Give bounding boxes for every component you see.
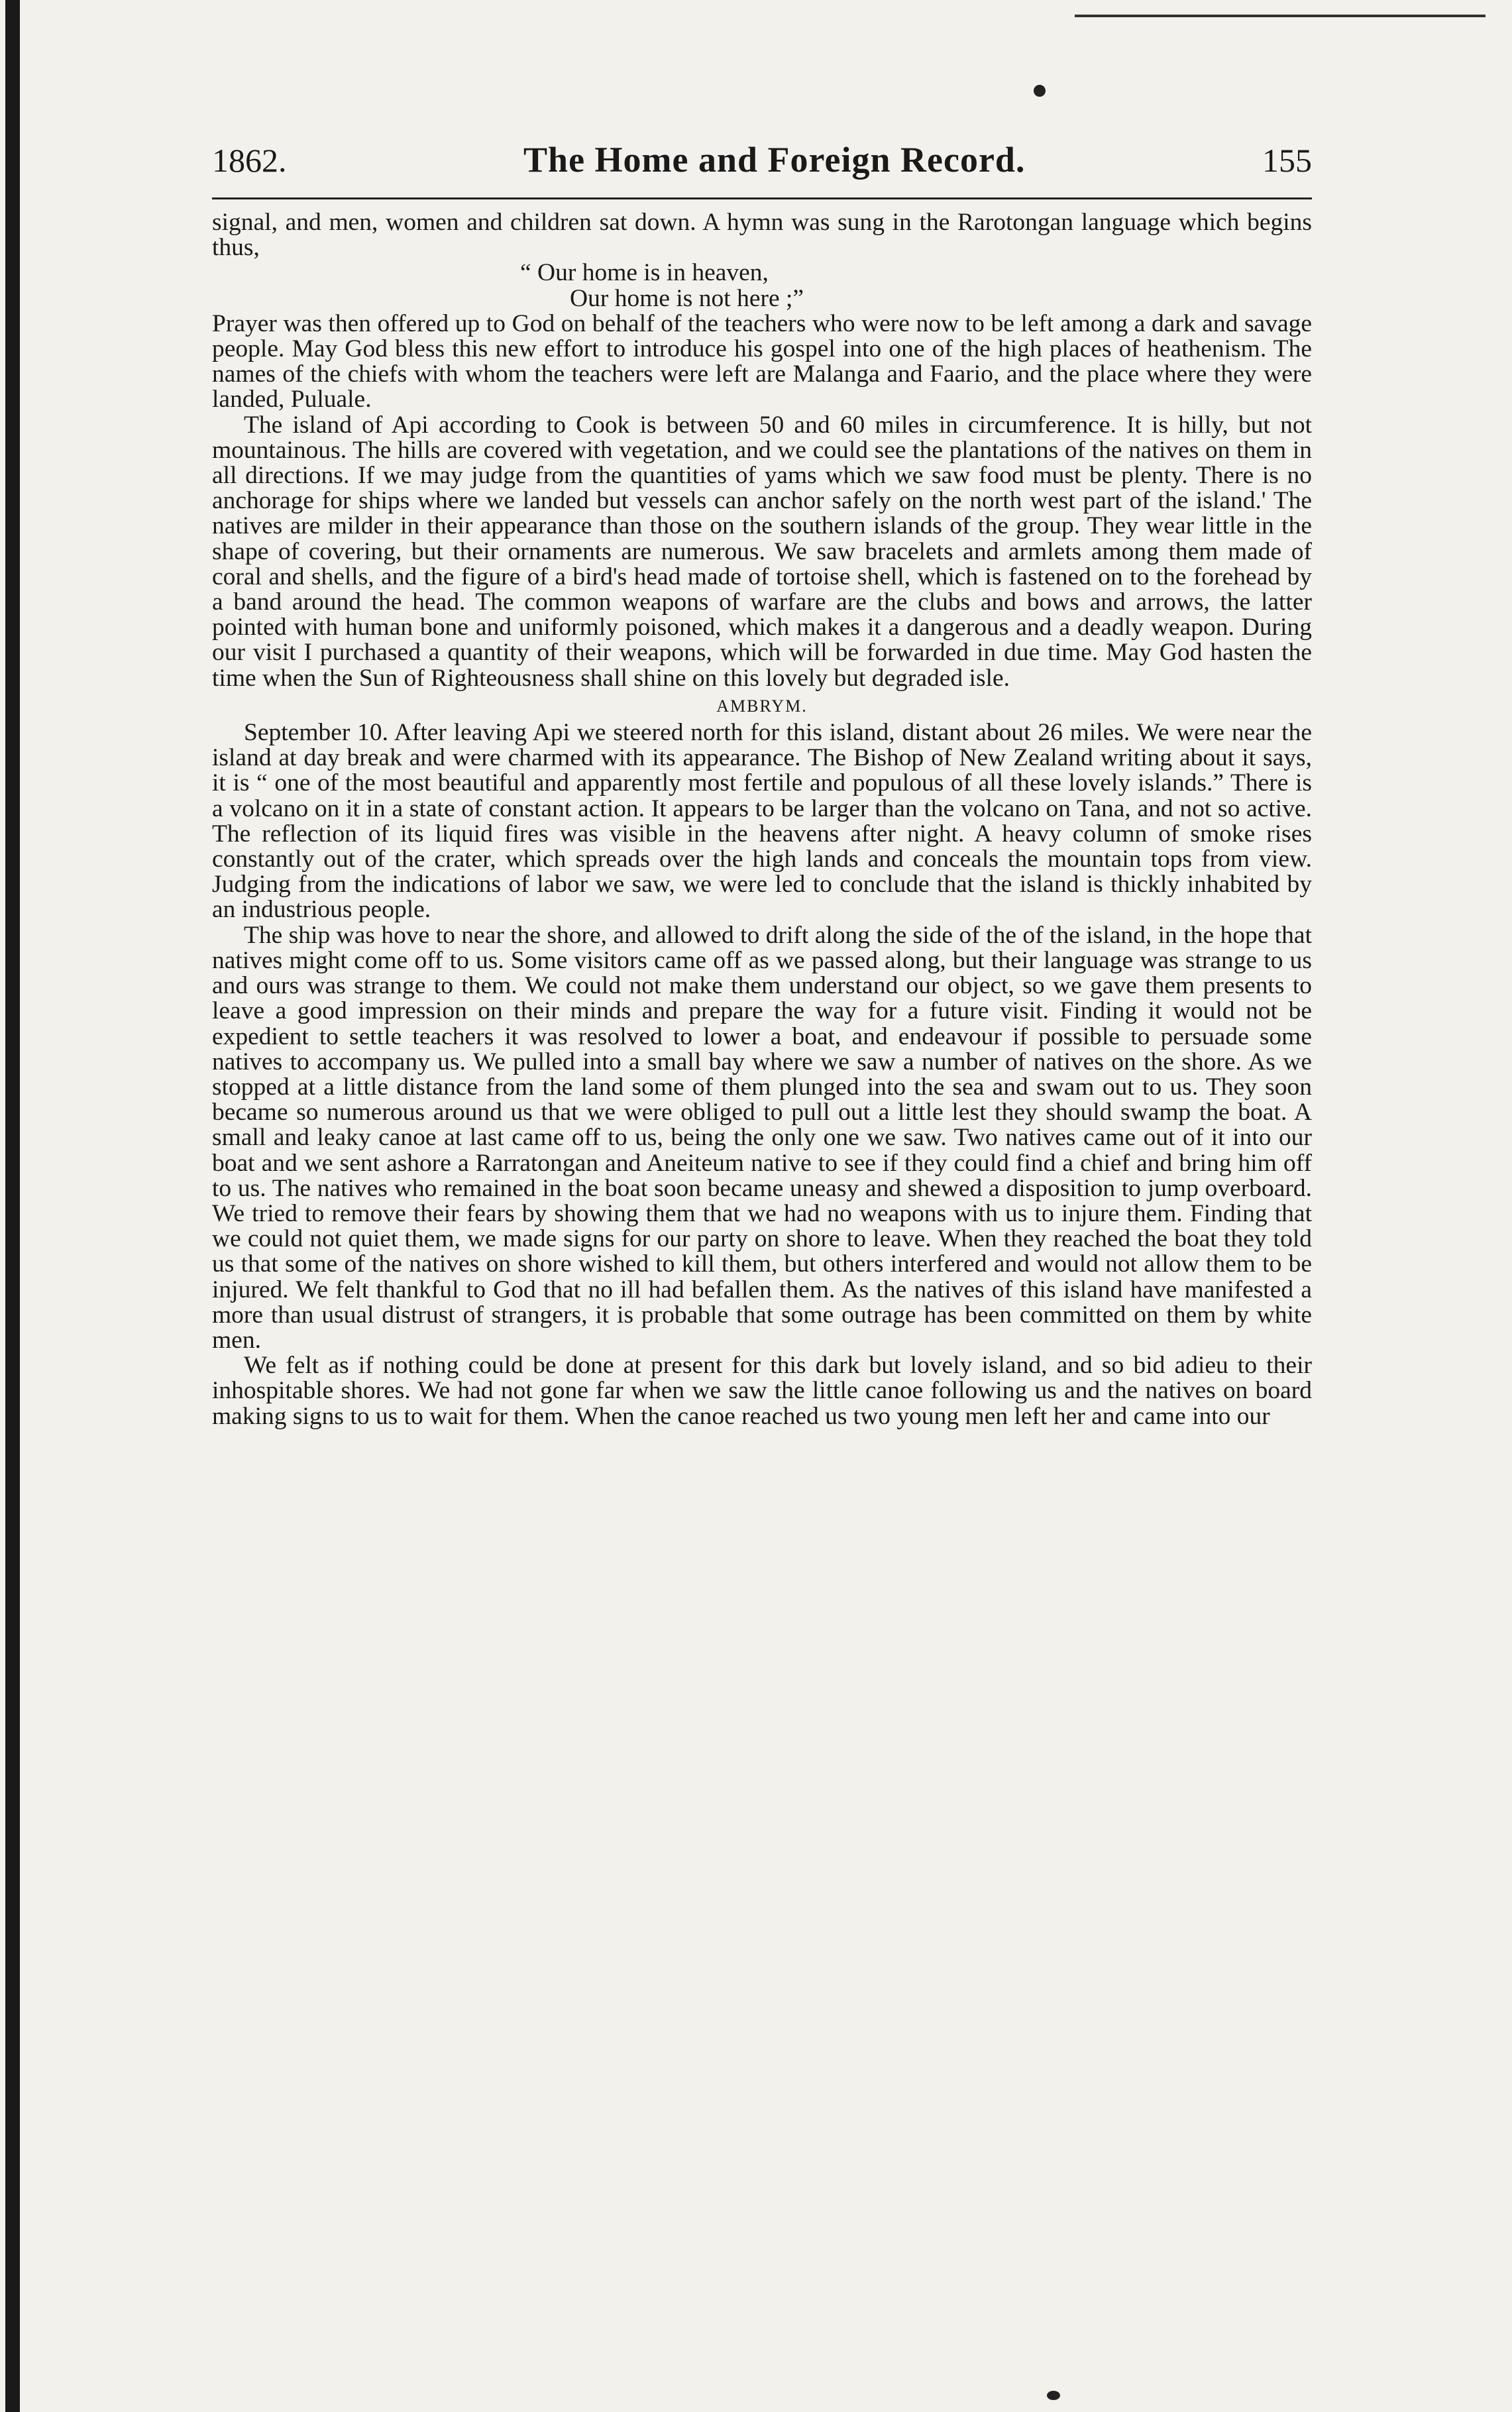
top-edge-mark xyxy=(1075,15,1485,17)
paragraph: The island of Api according to Cook is between 50 and 60 miles in circumference. It is hilly, but not mountainous. The hills are covered with vegetation, and we could see the plantations of the natives on them in all directions. If we may judge from the quantities of yams which we saw food must be plenty. There is no anchorage for ships where we landed but vessels can anchor safely on the north west part of the island.' The natives are milder in their appearance than those on the southern islands of the group. They wear little in the shape of covering, but their ornaments are numerous. We saw bracelets and armlets among them made of coral and shells, and the figure of a bird's head made of tortoise shell, which is fastened on to the forehead by a band around the head. The common weapons of warfare are the clubs and bows and arrows, the latter pointed with human bone and uniformly poisoned, which makes it a dangerous and a deadly weapon. During our visit I purchased a quantity of their weapons, which will be forwarded in due time. May God hasten the time when the Sun of Righteousness shall shine on this lovely but degraded isle. xyxy=(212,411,1312,692)
paragraph: September 10. After leaving Api we steered north for this island, distant about 26 miles. We were near the island at day break and were charmed with its appearance. The Bishop of New Zealand writing about it says, it is “ one of the most beautiful and apparently most fertile and populous of all these lovely islands.” There is a volcano on it in a state of constant action. It appears to be larger than the volcano on Tana, and not so active. The reflection of its liquid fires was visible in the heavens after night. A heavy column of smoke rises constantly out of the crater, which spreads over the high lands and conceals the mountain tops from view. Judging from the indications of labor we saw, we were led to conclude that the island is thickly inhabited by an industrious people. xyxy=(212,719,1312,924)
article-body xyxy=(212,210,1312,1429)
page-binding-edge xyxy=(5,0,20,2412)
section-heading: AMBRYM. xyxy=(716,696,808,716)
header-year: 1862. xyxy=(212,142,287,179)
ink-dot xyxy=(1034,85,1046,97)
page-content xyxy=(212,139,1312,1429)
running-header xyxy=(212,139,1312,186)
page-number: 155 xyxy=(1262,142,1312,179)
paragraph: We felt as if nothing could be done at present for this dark but lovely island, and so bid adieu to their inhospitable shores. We had not gone far when we saw the little canoe following us and the natives on board making signs to us to wait for them. When the canoe reached us two young men left her and came into our xyxy=(212,1352,1312,1430)
paragraph: signal, and men, women and children sat down. A hymn was sung in the Rarotongan language which begins thus, xyxy=(212,209,1312,262)
header-title: The Home and Foreign Record. xyxy=(523,140,1026,180)
paragraph: Prayer was then offered up to God on behalf of the teachers who were now to be left among a dark and savage people. May God bless this new effort to introduce his gospel into one of the high places of heathenism. The names of the chiefs with whom the teachers were left are Malanga and Faario, and the place where they were landed, Puluale. xyxy=(212,309,1312,413)
paragraph: The ship was hove to near the shore, and allowed to drift along the side of the of the island, in the hope that natives might come off to us. Some visitors came off as we passed along, but their language was strange to us and ours was strange to them. We could not make them understand our object, so we gave them presents to leave a good impression on their minds and prepare the way for a future visit. Finding it would not be expedient to settle teachers it was resolved to lower a boat, and endeavour if possible to persuade some natives to accompany us. We pulled into a small bay where we saw a number of natives on the shore. As we stopped at a little distance from the land some of them plunged into the sea and swam out to us. They soon became so numerous around us that we were obliged to pull out a little lest they should swamp the boat. A small and leaky canoe at last came off to us, being the only one we saw. Two natives came out of it into our boat and we sent ashore a Rarratongan and Aneiteum native to see if they could find a chief and bring him off to us. The natives who remained in the boat soon became uneasy and shewed a disposition to jump overboard. We tried to remove their fears by showing them that we had no weapons with us to injure them. Finding that we could not quiet them, we made signs for our party on shore to leave. When they reached the boat they told us that some of the natives on shore wished to kill them, but others interfered and would not allow them to be injured. We felt thankful to God that no ill had befallen them. As the natives of this island have manifested a more than usual distrust of strangers, it is probable that some outrage has been committed on them by white men. xyxy=(212,921,1312,1354)
ink-dot xyxy=(1047,2391,1060,2400)
header-rule xyxy=(212,197,1312,199)
verse-line: “ Our home is in heaven, xyxy=(520,259,769,287)
verse-line: Our home is not here ;” xyxy=(570,284,804,312)
